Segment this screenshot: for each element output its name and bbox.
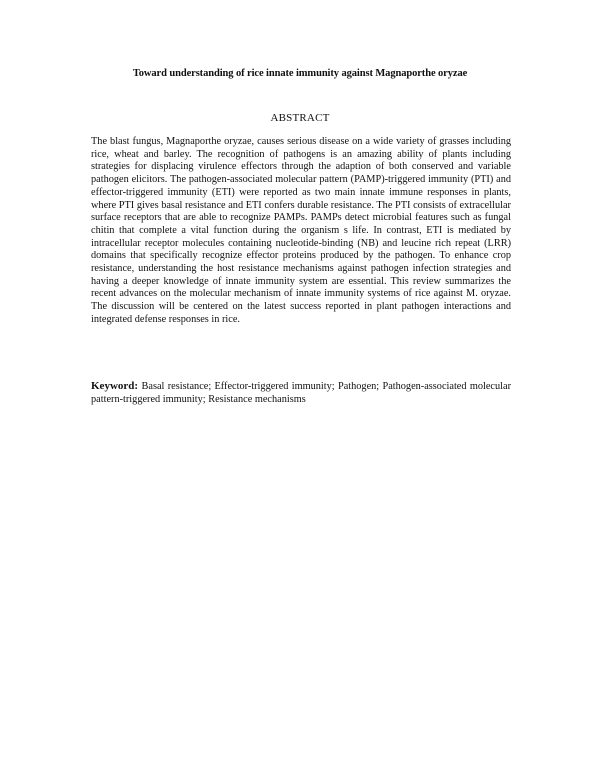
abstract-heading: ABSTRACT: [270, 112, 330, 124]
keywords-label: Keyword:: [91, 380, 142, 392]
paper-title: Toward understanding of rice innate immunity against Magnaporthe oryzae: [132, 68, 468, 79]
keywords-text: Basal resistance; Effector-triggered immunity; Pathogen; Pathogen-associated molecular pattern-triggered immunity; Resistance mechanisms: [91, 381, 512, 405]
abstract-text: The blast fungus, Magnaporthe oryzae, causes serious disease on a wide variety of grasses including rice, wheat and barley. The recognition of pathogens is an amazing ability of plants including strategies for displacing virulence effectors through the adaption of both conserved and variable pathogen elicitors. The pathogen-associated molecular pattern (PAMP)-triggered immunity (PTI) and effector-triggered immunity (ETI) were reported as two main innate immune responses in plants, where PTI gives basal resistance and ETI confers durable resistance. The PTI consists of extracellular surface receptors that are able to recognize PAMPs. PAMPs detect microbial features such as fungal chitin that complete a vital function during the organism s life. In contrast, ETI is mediated by intracellular receptor molecules containing nucleotide-binding (NB) and leucine rich repeat (LRR) domains that specifically recognize effector proteins produced by the pathogen. To enhance crop resistance, understanding the host resistance mechanisms against pathogen infection strategies and having a deeper knowledge of innate immunity system are essential. This review summarizes the recent advances on the molecular mechanism of innate immunity systems of rice against M. oryzae. The discussion will be centered on the latest success reported in plant pathogen interactions and integrated defense responses in rice.: [91, 136, 511, 325]
keywords-paragraph: [91, 380, 511, 406]
